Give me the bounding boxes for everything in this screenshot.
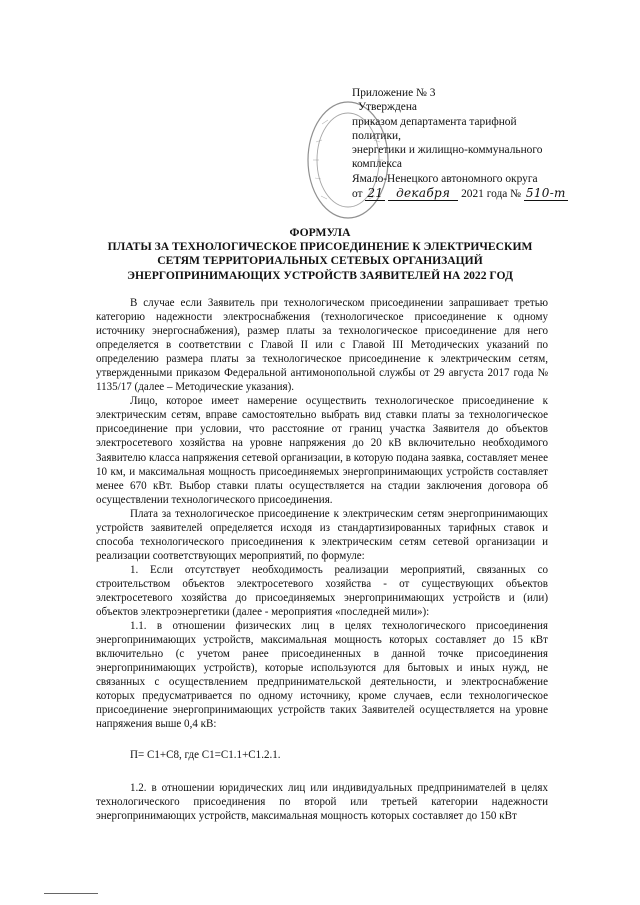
date-year: 2021 года № [461, 188, 522, 201]
approval-line-4: энергетики и жилищно-коммунального [352, 144, 543, 157]
approval-date [352, 186, 592, 201]
approval-line-2: приказом департамента тарифной [352, 115, 517, 128]
title-line-1: ФОРМУЛА [289, 226, 351, 239]
approval-line-3: политики, [352, 129, 401, 142]
title-line-3: СЕТЯМ ТЕРРИТОРИАЛЬНЫХ СЕТЕВЫХ ОРГАНИЗАЦИЙ [157, 254, 483, 268]
footnote-rule [44, 893, 98, 894]
formula-line: П= С1+С8, где С1=С1.1+С1.2.1. [130, 749, 281, 762]
approval-header [352, 86, 592, 201]
paragraph-category: В случае если Заявитель при технологическом присоединении запрашивает третью категорию надежности электроснабжения (технологическое присоединение к одному источнику энергоснабжения), размер платы за технологическое присоединение для него определяется в соответствии с Главой II или с Главой III Методических указаний по определению размера платы за технологическое присоединение к электрическим сетям, утвержденными приказом Федеральной антимонопольной службы от 29 августа 2017 года № 1135/17 (далее – Методические указания). [96, 297, 548, 394]
paragraph-item-1-1: 1.1. в отношении физических лиц в целях технологического присоединения энергопринимающих устройств, максимальная мощность которых составляет до 15 кВт включительно (с учетом ранее присоединенных в данной точке присоединения энергопринимающих устройств), которые используются для бытовых и иных нужд, не связанных с осуществлением предпринимательской деятельности, и электроснабжение которых предусматривается по одному источнику, кроме случаев, если технологическое присоединение энергопринимающих устройств таких Заявителей осуществляется на уровне напряжения выше 0,4 кВ: [96, 620, 548, 731]
date-prefix: от [352, 188, 363, 201]
approval-line-6: Ямало-Ненецкого автономного округа [352, 172, 538, 185]
appendix-label: Приложение № 3 [352, 87, 436, 99]
order-number: 510-т [525, 186, 566, 201]
date-month: декабря [388, 186, 458, 201]
title-line-4: ЭНЕРГОПРИНИМАЮЩИХ УСТРОЙСТВ ЗАЯВИТЕЛЕЙ НА 2022 ГОД [127, 268, 513, 282]
paragraph-rate-choice: Лицо, которое имеет намерение осуществить технологическое присоединение к электрическим сетям, вправе самостоятельно выбрать вид ставки платы за технологическое присоединение при условии, что расстояние от границ участка Заявителя до объектов электросетевого хозяйства на уровне напряжения до 20 кВ включительно необходимого Заявителю класса напряжения сетевой организации, в которую подана заявка, составляет менее 10 км, и максимальная мощность присоединяемых энергопринимающих устройств составляет менее 670 кВт. Выбор ставки платы осуществляется на стадии заключения договора об осуществлении технологического присоединения. [96, 395, 548, 506]
paragraph-formula-intro: Плата за технологическое присоединение к электрическим сетям энергопринимающих устройств заявителей определяется исходя из стандартизированных тарифных ставок и способа технологического присоединения к электрическим сетям сетевой организации и реализации соответствующих мероприятий, по формуле: [96, 507, 548, 562]
document-body [96, 296, 548, 823]
approval-line-5: комплекса [352, 158, 402, 171]
paragraph-item-1: 1. Если отсутствует необходимость реализации мероприятий, связанных со строительством объектов электросетевого хозяйства - от существующих объектов электросетевого хозяйства до присоединяемых энергопринимающих устройств и (или) объектов электроэнергетики (далее - мероприятия «последней мили»): [96, 563, 548, 619]
title-line-2: ПЛАТЫ ЗА ТЕХНОЛОГИЧЕСКОЕ ПРИСОЕДИНЕНИЕ К ЭЛЕКТРИЧЕСКИМ [107, 240, 533, 254]
document-title [90, 226, 550, 283]
paragraph-item-1-2: 1.2. в отношении юридических лиц или индивидуальных предпринимателей в целях технологического присоединения по второй или третьей категории надежности энергопринимающих устройств, максимальная мощность которых составляет до 150 кВт [96, 781, 548, 822]
date-day: 21 [367, 186, 384, 201]
approved-label: Утверждена [358, 101, 417, 114]
